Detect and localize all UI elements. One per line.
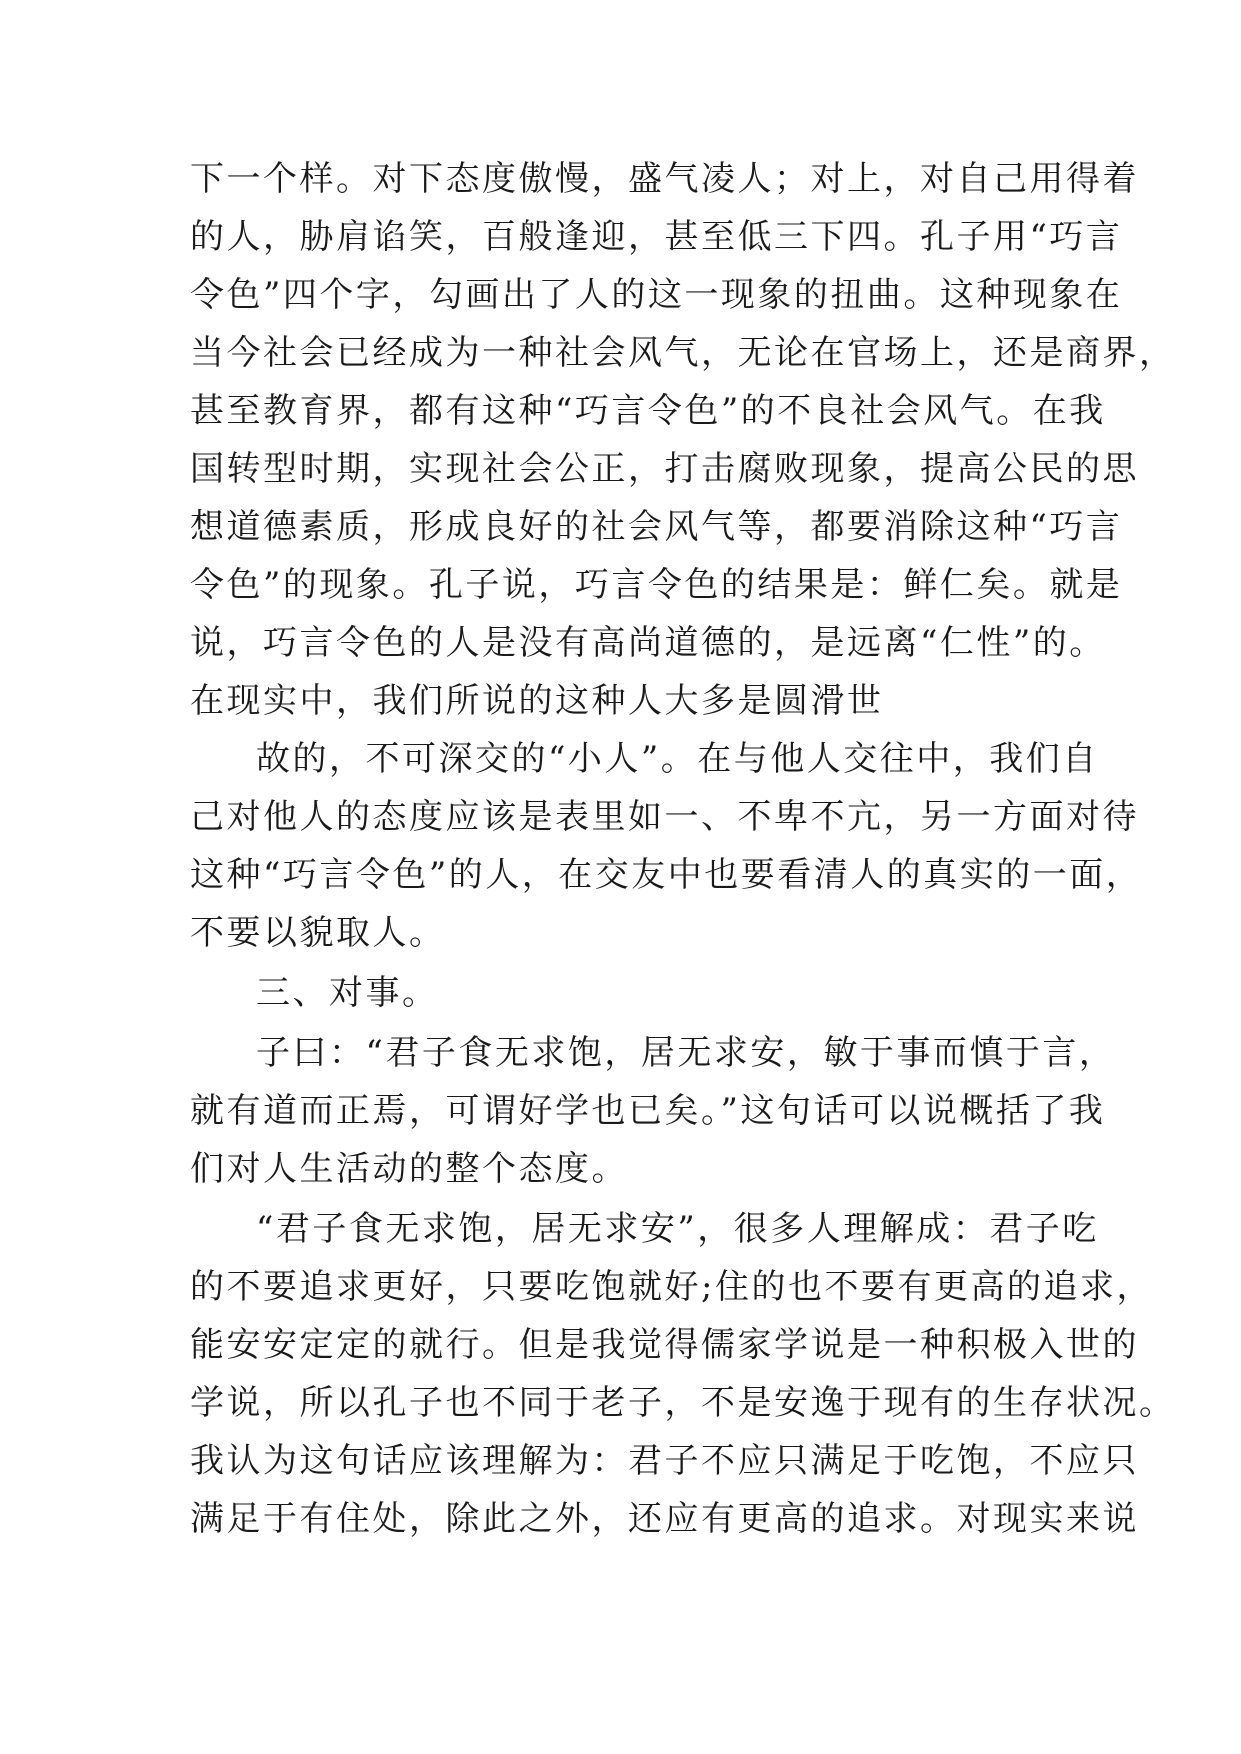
text-line: 故的，不可深交的“小人”。在与他人交往中，我们自 bbox=[256, 739, 1099, 779]
text-line: 这种“巧言令色”的人，在交友中也要看清人的真实的一面， bbox=[190, 855, 1143, 895]
text-line: 满足于有住处，除此之外，还应有更高的追求。对现实来说 bbox=[190, 1499, 1139, 1539]
text-line: 说，巧言令色的人是没有高尚道德的，是远离“仁性”的。 bbox=[190, 623, 1106, 663]
text-line: 国转型时期，实现社会公正，打击腐败现象，提高公民的思 bbox=[190, 449, 1139, 489]
text-line: 下一个样。对下态度傲慢，盛气凌人；对上，对自己用得着 bbox=[190, 159, 1139, 199]
text-line: 学说，所以孔子也不同于老子，不是安逸于现有的生存状况。 bbox=[190, 1383, 1176, 1423]
text-line: 的人，胁肩谄笑，百般逢迎，甚至低三下四。孔子用“巧言 bbox=[190, 217, 1123, 257]
text-line: 己对他人的态度应该是表里如一、不卑不亢，另一方面对待 bbox=[190, 797, 1139, 837]
text-line: 令色”四个字，勾画出了人的这一现象的扭曲。这种现象在 bbox=[190, 275, 1123, 315]
text-line: 们对人生活动的整个态度。 bbox=[190, 1149, 628, 1189]
text-line: 甚至教育界，都有这种“巧言令色”的不良社会风气。在我 bbox=[190, 391, 1106, 431]
text-line: 想道德素质，形成良好的社会风气等，都要消除这种“巧言 bbox=[190, 507, 1123, 547]
text-line: 子曰：“君子食无求饱，居无求安，敏于事而慎于言， bbox=[256, 1033, 1116, 1073]
text-line: 能安安定定的就行。但是我觉得儒家学说是一种积极入世的 bbox=[190, 1325, 1139, 1365]
text-line: “君子食无求饱，居无求安”，很多人理解成：君子吃 bbox=[256, 1209, 1099, 1249]
text-line: 令色”的现象。孔子说，巧言令色的结果是：鲜仁矣。就是 bbox=[190, 565, 1123, 605]
text-line: 的不要追求更好，只要吃饱就好;住的也不要有更高的追求， bbox=[190, 1267, 1153, 1307]
text-line: 当今社会已经成为一种社会风气，无论在官场上，还是商界， bbox=[190, 333, 1176, 373]
text-line: 我认为这句话应该理解为：君子不应只满足于吃饱，不应只 bbox=[190, 1441, 1139, 1481]
section-heading: 三、对事。 bbox=[256, 973, 439, 1013]
text-line: 在现实中，我们所说的这种人大多是圆滑世 bbox=[190, 681, 884, 721]
text-line: 就有道而正焉，可谓好学也已矣。”这句话可以说概括了我 bbox=[190, 1091, 1106, 1131]
body-text bbox=[190, 150, 1176, 1548]
text-line: 不要以貌取人。 bbox=[190, 913, 446, 953]
